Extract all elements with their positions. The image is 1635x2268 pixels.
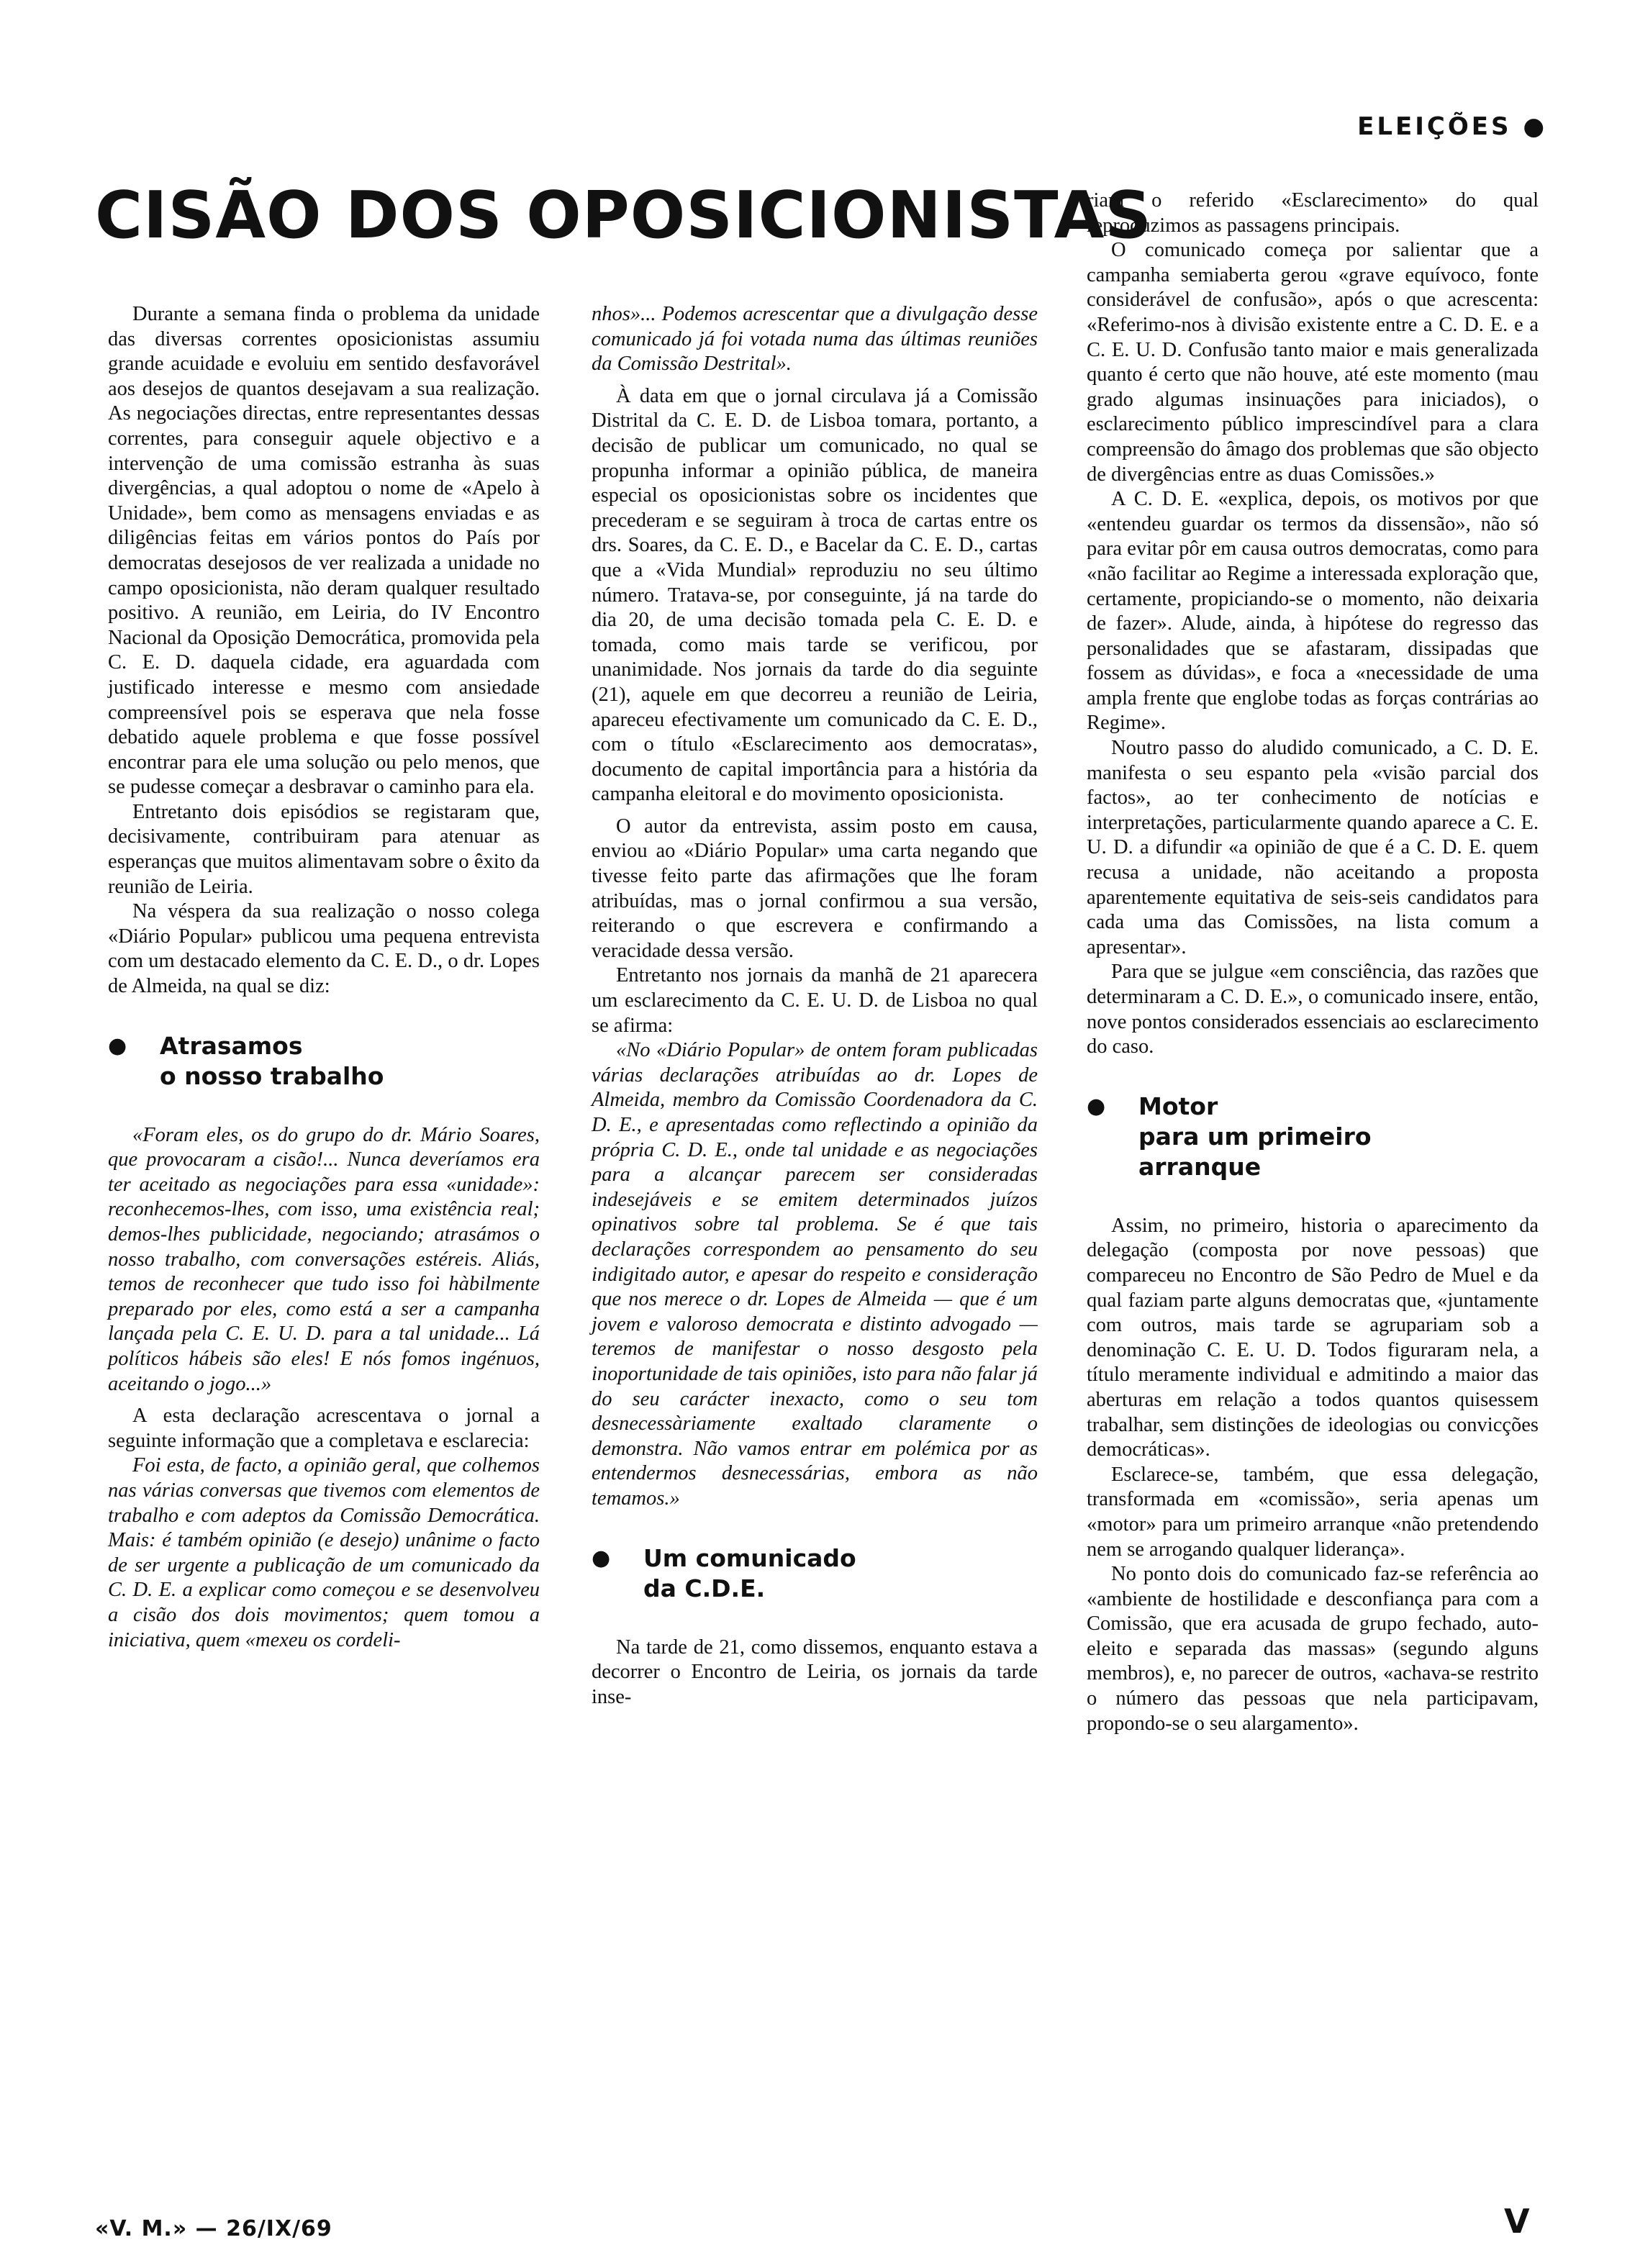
paragraph: A esta declaração acrescentava o jornal a seguinte informação que a completava e esclarecia:	[108, 1405, 540, 1452]
subheading-line: Atrasamos	[160, 1031, 303, 1060]
paragraph: Noutro passo do aludido comunicado, a C. D. E. manifesta o seu espanto pela «visão parcial dos factos», ao ter conhecimento de notícias e interpretações, particularmente quando aparece a C. E. U. D. a difundir «a opinião de que é a C. D. E. quem recusa a unidade, não aceitando a proposta aparentemente equitativa de seis-seis candidatos para cada uma das Comissões, na lista comum a apresentar».	[1087, 737, 1539, 958]
paragraph: O autor da entrevista, assim posto em causa, enviou ao «Diário Popular» uma carta negando que tivesse feito parte das afirmações que lhe foram atribuídas, mas o jornal confirmou a sua versão, reiterando o que escrevera e confirmando a veracidade dessa versão.	[592, 815, 1038, 962]
subheading-line: da C.D.E.	[643, 1574, 766, 1602]
paragraph: À data em que o jornal circulava já a Comissão Distrital da C. E. D. de Lisboa tomara, portanto, a decisão de publicar um comunicado, no qual se propunha informar a opinião pública, de maneira especial os oposicionistas sobre os incidentes que precederam e se seguiram à troca de cartas entre os drs. Soares, da C. E. D., e Bacelar da C. E. D., cartas que a «Vida Mundial» reproduziu no seu último número. Tratava-se, por conseguinte, já na tarde do dia 20, de uma decisão tomada pela C. E. D. e tomada, como mais tarde se verificou, por unanimidade. Nos jornais da tarde do dia seguinte (21), aquele em que decorreu a reunião de Leiria, apareceu efectivamente um comunicado da C. E. D., com o título «Esclarecimento aos democratas», documento de capital importância para a história da campanha eleitoral e do movimento oposicionista.	[592, 384, 1038, 806]
paragraph: Para que se julgue «em consciência, das razões que determinaram a C. D. E.», o comunicado insere, então, nove pontos considerados essenciais ao esclarecimento do caso.	[1087, 961, 1539, 1058]
subheading-line: arranque	[1138, 1152, 1262, 1181]
bullet-icon: ●	[108, 1033, 127, 1058]
bullet-icon: ●	[592, 1545, 611, 1571]
subheading-line: para um primeiro	[1138, 1122, 1372, 1151]
paragraph: Assim, no primeiro, historia o aparecimento da delegação (composta por nove pessoas) que compareceu no Encontro de São Pedro de Muel e da qual faziam parte alguns democratas que, «juntamente com outros, mais tarde se agrupariam sob a denominação C. E. U. D. Todos figuraram nela, a título meramente individual e admitindo a maior das aberturas em relação a todos quantos quisessem trabalhar, sem distinções de ideologias ou convicções democráticas».	[1087, 1214, 1539, 1461]
paragraph: Na tarde de 21, como dissemos, enquanto estava a decorrer o Encontro de Leiria, os jornais da tarde inse-	[592, 1636, 1038, 1708]
subheading-line: o nosso trabalho	[160, 1061, 384, 1090]
publication-footer: «V. M.» — 26/IX/69	[95, 2216, 332, 2241]
paragraph: Entretanto nos jornais da manhã de 21 aparecera um esclarecimento da C. E. U. D. de Lisboa no qual se afirma:	[592, 964, 1038, 1037]
paragraph: A C. D. E. «explica, depois, os motivos por que «entendeu guardar os termos da dissensão», não só para evitar pôr em causa outros democratas, como para «não facilitar ao Regime a interessada exploração que, certamente, propiciando-se o momento, não deixaria de fazer». Alude, ainda, à hipótese do regresso das personalidades que se afastaram, dissipadas que fossem as dúvidas», e foca a «necessidade de uma ampla frente que englobe todas as forças contrárias ao Regime».	[1087, 488, 1539, 735]
subheading-atrasamos	[108, 1031, 540, 1092]
column-3	[1087, 189, 1539, 1736]
paragraph: Na véspera da sua realização o nosso colega «Diário Popular» publicou uma pequena entrevista com um destacado elemento da C. E. D., o dr. Lopes de Almeida, na qual se diz:	[108, 900, 540, 998]
paragraph: No ponto dois do comunicado faz-se referência ao «ambiente de hostilidade e desconfiança para com a Comissão, que era acusada de grupo fechado, auto-eleito e separada das massas» (segundo alguns membros), e, no parecer de outros, «achava-se restrito o número das pessoas que nela participavam, propondo-se o seu alargamento».	[1087, 1563, 1539, 1735]
paragraph: riam o referido «Esclarecimento» do qual reproduzimos as passagens principais.	[1087, 189, 1539, 237]
bullet-icon: ●	[1087, 1093, 1106, 1119]
article-title: CISÃO DOS OPOSICIONISTAS	[95, 178, 1153, 253]
paragraph: Esclarece-se, também, que essa delegação, transformada em «comissão», seria apenas um «motor» para um primeiro arranque «não pretendendo nem se arrogando qualquer liderança».	[1087, 1463, 1539, 1561]
paragraph: O comunicado começa por salientar que a campanha semiaberta gerou «grave equívoco, fonte considerável de confusão», após o que acrescenta: «Referimo-nos à divisão existente entre a C. D. E. e a C. E. U. D. Confusão tanto maior e mais generalizada quanto é certo que não houve, até este momento (mau grado algumas insinuações para iniciados), o esclarecimento público imprescindível para a clara compreensão do âmago dos problemas que são objecto de divergências entre as duas Comissões.»	[1087, 239, 1539, 486]
paragraph: Durante a semana finda o problema da unidade das diversas correntes oposicionistas assumiu grande acuidade e evoluiu em sentido desfavorável aos desejos de quantos desejavam a sua realização. As negociações directas, entre representantes dessas correntes, para conseguir aquele objectivo e a intervenção de uma comissão estranha às suas divergências, a qual adoptou o nome de «Apelo à Unidade», bem como as mensagens enviadas e as diligências feitas em vários pontos do País por democratas desejosos de ver realizada a unidade no campo oposicionista, não deram qualquer resultado positivo. A reunião, em Leiria, do IV Encontro Nacional da Oposição Democrática, promovida pela C. E. D. daquela cidade, era aguardada com justificado interesse e mesmo com ansiedade compreensível pois se esperava que nela fosse debatido aquele problema e que fosse possível encontrar para ele uma solução ou pelo menos, que se pudesse começar a desbravar o caminho para ela.	[108, 303, 540, 799]
quote-paragraph: «No «Diário Popular» de ontem foram publicadas várias declarações atribuídas ao dr. Lopes de Almeida, membro da Comissão Coordenadora da C. D. E., e apresentadas como reflectindo a opinião da própria C. D. E., onde tal unidade e as negociações para a alcançar parecem ser consideradas indesejáveis e se emitem determinados juízos opinativos sobre tal problema. Se é que tais declarações correspondem ao pensamento do seu indigitado autor, e apesar do respeito e consideração que nos merece o dr. Lopes de Almeida — que é um jovem e valoroso democrata e distinto advogado — teremos de manifestar o nosso desgosto pela inoportunidade de tais opiniões, isto para não falar já do seu carácter inexacto, como o seu tom desnecessàriamente exaltado claramente o demonstra. Não vamos entrar em polémica por as entendermos desnecessárias, embora as não temamos.»	[592, 1039, 1038, 1510]
page-number: V	[1504, 2202, 1530, 2241]
quote-paragraph: Foi esta, de facto, a opinião geral, que colhemos nas várias conversas que tivemos com elementos de trabalho e com adeptos da Comissão Democrática. Mais: é também opinião (e desejo) unânime o facto de ser urgente a publicação de um comunicado da C. D. E. a explicar como começou e se desenvolveu a cisão dos dois movimentos; quem tomou a iniciativa, quem «mexeu os cordeli-	[108, 1454, 540, 1651]
column-1	[108, 302, 540, 1653]
column-2	[592, 302, 1038, 1710]
subheading-motor	[1087, 1092, 1539, 1182]
quote-paragraph: nhos»... Podemos acrescentar que a divulgação desse comunicado já foi votada numa das últimas reuniões da Comissão Destrital».	[592, 303, 1038, 376]
subheading-line: Um comunicado	[643, 1543, 856, 1572]
section-label: ELEIÇÕES ●	[1357, 112, 1547, 141]
subheading-line: Motor	[1138, 1092, 1218, 1120]
quote-paragraph: «Foram eles, os do grupo do dr. Mário Soares, que provocaram a cisão!... Nunca deveríamos era ter aceitado as negociações para essa «unidade»: reconhecemos-lhes, com isso, uma existência real; demos-lhes publicidade, negociando; atrasámos o nosso trabalho, com conversações estéreis. Aliás, temos de reconhecer que tudo isso foi hàbilmente preparado por eles, como está a ser a campanha lançada pela C. E. U. D. para a tal unidade... Lá políticos hábeis são eles! E nós fomos ingénuos, aceitando o jogo...»	[108, 1123, 540, 1395]
paragraph: Entretanto dois episódios se registaram que, decisivamente, contribuiram para atenuar as esperanças que muitos alimentavam sobre o êxito da reunião de Leiria.	[108, 800, 540, 898]
subheading-comunicado	[592, 1543, 1038, 1604]
